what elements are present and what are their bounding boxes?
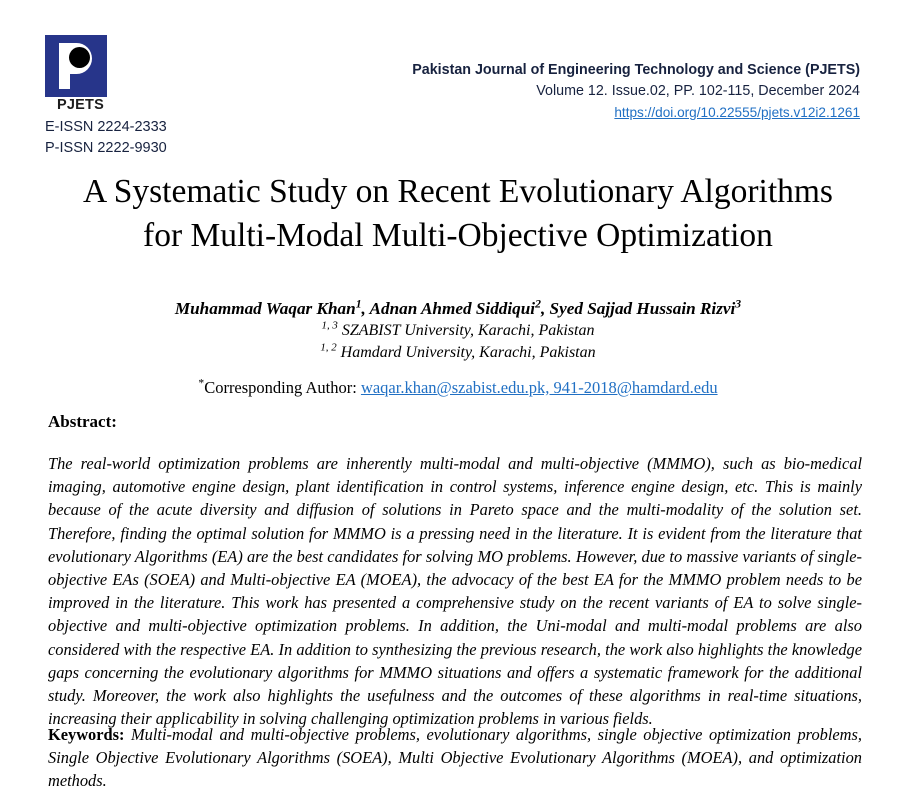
author-names: Muhammad Waqar Khan$^1$, Adnan Ahmed Siddiqui$^2$, Syed Sajjad Hussain Rizvi$^3$ <box>174 297 742 318</box>
author-name-3: Syed Sajjad Hussain Rizvi <box>549 299 736 318</box>
corresponding-email-links[interactable]: waqar.khan@szabist.edu.pk, 941-2018@hamdard.edu <box>360 378 718 397</box>
affiliation-text-1: SZABIST University, Karachi, Pakistan <box>341 322 595 340</box>
author-name-2: Adnan Ahmed Siddiqui <box>369 299 536 318</box>
affiliation-2 <box>58 342 858 363</box>
abstract-body: The real-world optimization problems are inherently multi-modal and multi-objective (MMMO), such as bio-medical imaging, automotive engine design, plant identification in control systems, inference engine design, etc. This is mainly because of the acute diversity and diffusion of solutions in Pareto space and the multi-modality of the solution set. Therefore, finding the optimal solution for MMMO is a pressing need in the literature. It is evident from the literature that evolutionary Algorithms (EA) are the best candidates for solving MO problems. However, due to massive variants of single-objective EAs (SOEA) and Multi-objective EA (MOEA), the advocacy of the best EA for the MMMO problem needs to be improved in the literature. This work has presented a comprehensive study on the recent variants of EA to solve single-objective and multi-objective optimization problems. In addition, the Uni-modal and multi-modal problems are also considered with the respective EA. In addition to synthesizing the previous research, the work also highlights the knowledge gaps concerning the evolutionary algorithms for MMMO situations and offers a systematic framework for the additional study. Moreover, the work also highlights the usefulness and the outcomes of these algorithms in real-time situations, increasing their applicability in solving challenging optimization problems in various fields. <box>48 454 862 729</box>
masthead <box>0 30 916 156</box>
pissn-line: P-ISSN 2222-9930 <box>45 139 167 156</box>
author-affil-marker-3: 3 <box>735 297 742 311</box>
corresponding-label: Corresponding Author: <box>204 378 357 397</box>
corresponding-author-line <box>58 378 858 398</box>
keywords-block <box>48 723 862 793</box>
page-title: A Systematic Study on Recent Evolutionary Algorithms for Multi-Modal Multi-Objective Optimization <box>83 173 833 254</box>
journal-volume-issue: Volume 12. Issue.02, PP. 102-115, December 2024 <box>536 83 860 100</box>
affiliation-1 <box>58 320 858 341</box>
author-affil-marker-1: 1 <box>355 297 362 311</box>
author-name-1: Muhammad Waqar Khan <box>174 299 356 318</box>
journal-info-block <box>412 60 860 123</box>
affiliation-marker-1: 1, 3 <box>321 320 338 333</box>
logo-p-stem <box>59 43 70 89</box>
pjets-logo-icon <box>45 35 107 97</box>
doi-link[interactable]: https://doi.org/10.22555/pjets.v12i2.1261 <box>614 104 860 120</box>
keywords-text: Multi-modal and multi-objective problems, evolutionary algorithms, single objective optimization problems, Single Objective Evolutionary Algorithms (SOEA), Multi Objective Evolutionary Algorithms (MOEA), and optimization methods. <box>48 725 862 791</box>
eissn-line: E-ISSN 2224-2333 <box>45 118 167 135</box>
affiliation-marker-2: 1, 2 <box>320 341 337 354</box>
journal-logo-block <box>45 35 275 158</box>
abstract-heading: Abstract: <box>48 412 117 431</box>
affiliation-text-2: Hamdard University, Karachi, Pakistan <box>340 343 596 361</box>
logo-p-dot <box>69 47 90 68</box>
corresponding-marker: * <box>198 377 205 390</box>
journal-name: Pakistan Journal of Engineering Technology and Science (PJETS) <box>412 62 860 78</box>
keywords-label: Keywords: <box>48 725 125 744</box>
logo-caption: PJETS <box>57 97 104 113</box>
author-affil-marker-2: 2 <box>535 297 541 311</box>
authors-block <box>58 298 858 363</box>
